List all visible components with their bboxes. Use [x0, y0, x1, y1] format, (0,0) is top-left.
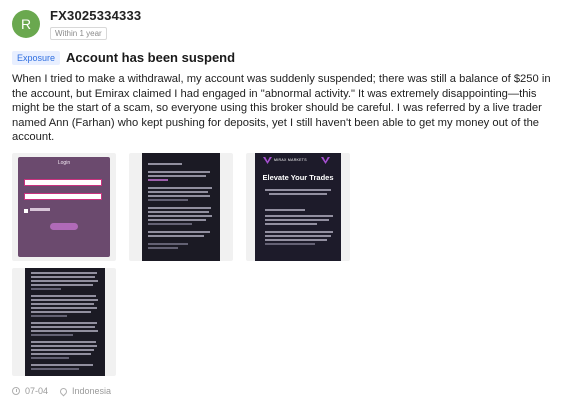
text-line: [31, 326, 95, 328]
text-line: [265, 219, 329, 221]
attachment-image-4[interactable]: [12, 268, 116, 376]
brand-email-screen: [255, 153, 341, 261]
text-line: [148, 163, 182, 165]
text-line: [31, 330, 98, 332]
text-line: [265, 243, 315, 245]
remember-checkbox: [24, 209, 28, 213]
time-badge: Within 1 year: [50, 27, 107, 40]
text-line: [31, 357, 69, 359]
attachment-image-2[interactable]: [129, 153, 233, 261]
title-row: [12, 50, 235, 65]
user-block: [50, 8, 141, 41]
login-button: [50, 223, 78, 230]
text-line: [148, 243, 188, 245]
text-line: [148, 211, 209, 213]
text-line: [31, 307, 97, 309]
text-line: [31, 341, 96, 343]
text-line: [31, 353, 91, 355]
text-line: [148, 175, 206, 177]
text-line: [148, 195, 210, 197]
text-line: [31, 311, 91, 313]
text-line: [31, 345, 97, 347]
text-line: [148, 187, 212, 189]
text-line: [31, 280, 98, 282]
email-screen: [142, 153, 220, 261]
post-body: When I tried to make a withdrawal, my account was suddenly suspended; there was still a balance of $250 in the account, but Emirax claimed I had engaged in "abnormal activity." It was extremely disappointing—this might be the start of a scam, so everyone using this broker should be careful. I was referred by a live trader named Ann (Farhan) who kept pushing for deposits, yet I still haven't been able to get my money out of the account.: [12, 73, 551, 143]
text-line: [148, 191, 208, 193]
text-line: [148, 207, 211, 209]
login-username-field: [24, 179, 102, 186]
text-line: [31, 288, 61, 290]
text-line: [148, 231, 210, 233]
text-line: [265, 231, 333, 233]
post-date: 07-04: [25, 386, 49, 396]
text-line: [31, 349, 94, 351]
text-line: [31, 299, 98, 301]
text-line: [148, 247, 178, 249]
text-line: [31, 272, 97, 274]
location-pin-icon: [59, 386, 69, 396]
post-title: Account has been suspend: [66, 50, 236, 65]
text-line: [148, 179, 168, 181]
remember-label: [30, 208, 50, 211]
text-line: [31, 364, 93, 366]
text-line: [269, 193, 327, 195]
login-screen: [18, 157, 110, 257]
text-line: [31, 276, 95, 278]
text-line: [31, 334, 73, 336]
text-line: [31, 368, 79, 370]
text-line: [265, 215, 333, 217]
text-line: [265, 189, 331, 191]
text-line: [265, 239, 327, 241]
text-line: [148, 215, 212, 217]
brand-logo-icon: [321, 157, 330, 164]
text-line: [148, 223, 192, 225]
text-line: [31, 303, 94, 305]
post-footer: [12, 386, 111, 396]
brand-headline: Elevate Your Trades: [262, 173, 334, 182]
long-email-screen: [25, 268, 105, 376]
login-password-field: [24, 193, 102, 200]
text-line: [148, 199, 188, 201]
exposure-tag: Exposure: [12, 51, 60, 65]
text-line: [31, 284, 93, 286]
login-title: Login: [57, 160, 71, 166]
text-line: [31, 295, 96, 297]
text-line: [148, 219, 206, 221]
text-line: [265, 223, 317, 225]
attachment-image-3[interactable]: [246, 153, 350, 261]
text-line: [265, 209, 305, 211]
text-line: [31, 322, 97, 324]
avatar[interactable]: R: [12, 10, 40, 38]
username[interactable]: FX3025334333: [50, 8, 142, 23]
post-location: Indonesia: [72, 386, 112, 396]
brand-logo-icon: [263, 157, 272, 164]
post-header: [12, 8, 141, 41]
text-line: [31, 315, 67, 317]
attachment-image-1[interactable]: [12, 153, 116, 261]
text-line: [265, 235, 331, 237]
clock-icon: [12, 387, 20, 395]
text-line: [148, 235, 204, 237]
brand-name: MIRAX MARKETS: [274, 158, 307, 162]
text-line: [148, 171, 210, 173]
